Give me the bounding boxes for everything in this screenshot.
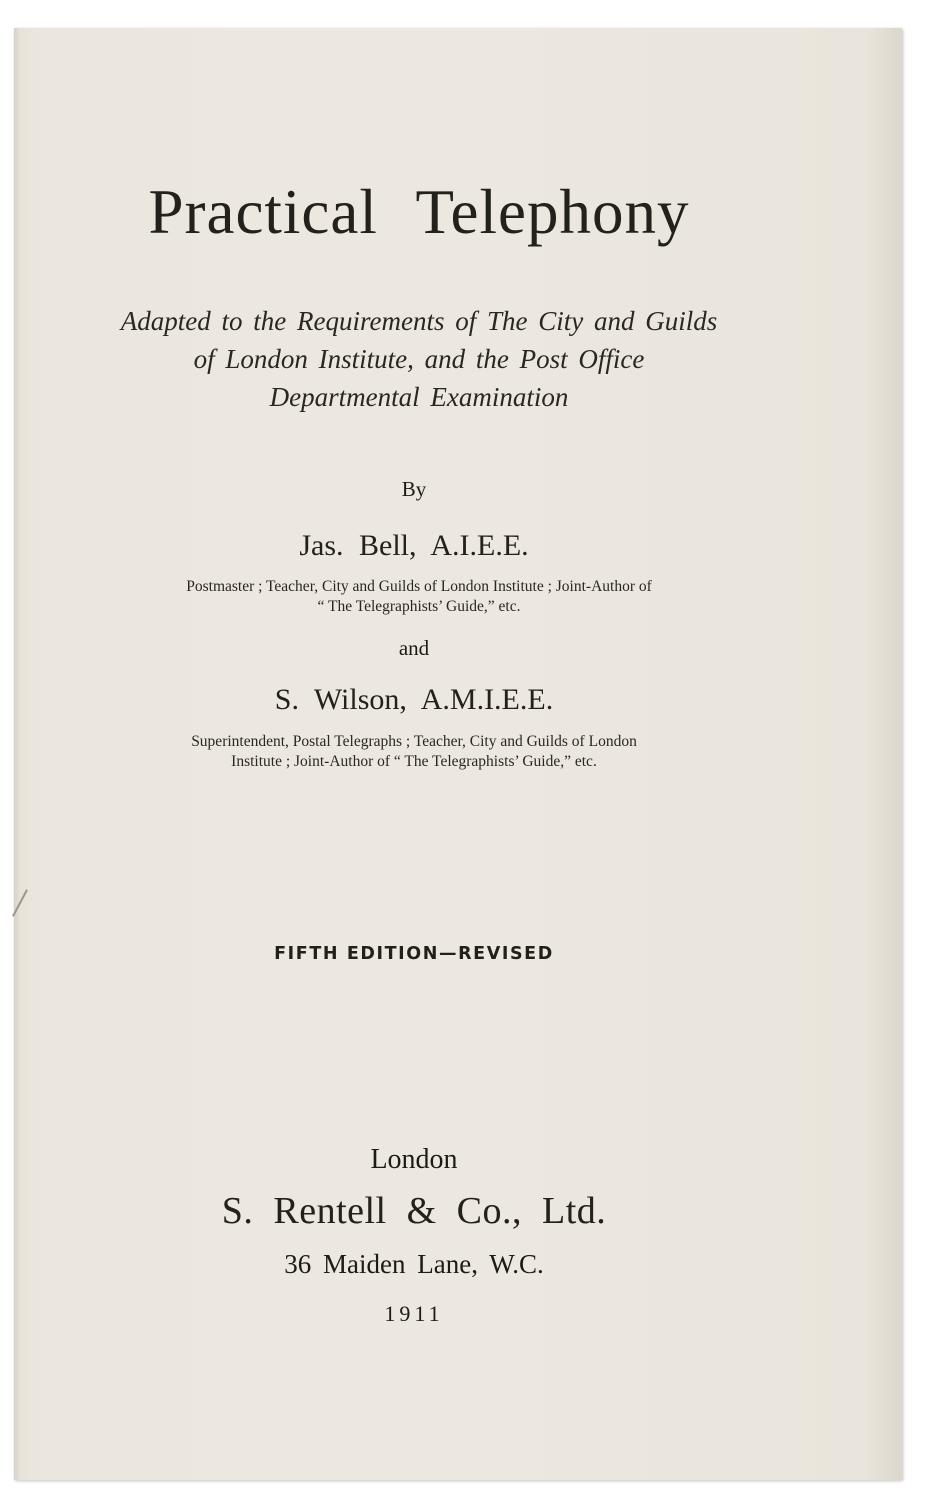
title-page	[14, 28, 902, 1480]
book-subtitle	[19, 302, 819, 416]
credentials-line: Postmaster ; Teacher, City and Guilds of London Institute ; Joint-Author of	[186, 578, 652, 595]
imprint-address: 36 Maiden Lane, W.C.	[284, 1249, 544, 1279]
imprint-city: London	[370, 1144, 458, 1175]
credentials-line: Superintendent, Postal Telegraphs ; Teacher, City and Guilds of London	[191, 733, 637, 750]
imprint-publisher: S. Rentell & Co., Ltd.	[221, 1190, 607, 1232]
subtitle-line: Departmental Examination	[269, 382, 569, 412]
author-name-wilson: S. Wilson, A.M.I.E.E.	[274, 683, 554, 716]
book-title: Practical Telephony	[148, 177, 690, 247]
and-label: and	[398, 636, 430, 660]
author-credentials-bell	[19, 577, 819, 617]
credentials-line: “ The Telegraphists’ Guide,” etc.	[317, 598, 521, 615]
edition-label: FIFTH EDITION—REVISED	[274, 944, 554, 964]
by-label: By	[401, 477, 427, 501]
author-credentials-wilson	[14, 732, 814, 772]
subtitle-line: of London Institute, and the Post Office	[193, 344, 645, 374]
subtitle-line: Adapted to the Requirements of The City and Guilds	[120, 306, 718, 336]
imprint-year: 1911	[384, 1301, 444, 1326]
credentials-line: Institute ; Joint-Author of “ The Telegraphists’ Guide,” etc.	[231, 753, 597, 770]
author-name-bell: Jas. Bell, A.I.E.E.	[299, 529, 529, 562]
